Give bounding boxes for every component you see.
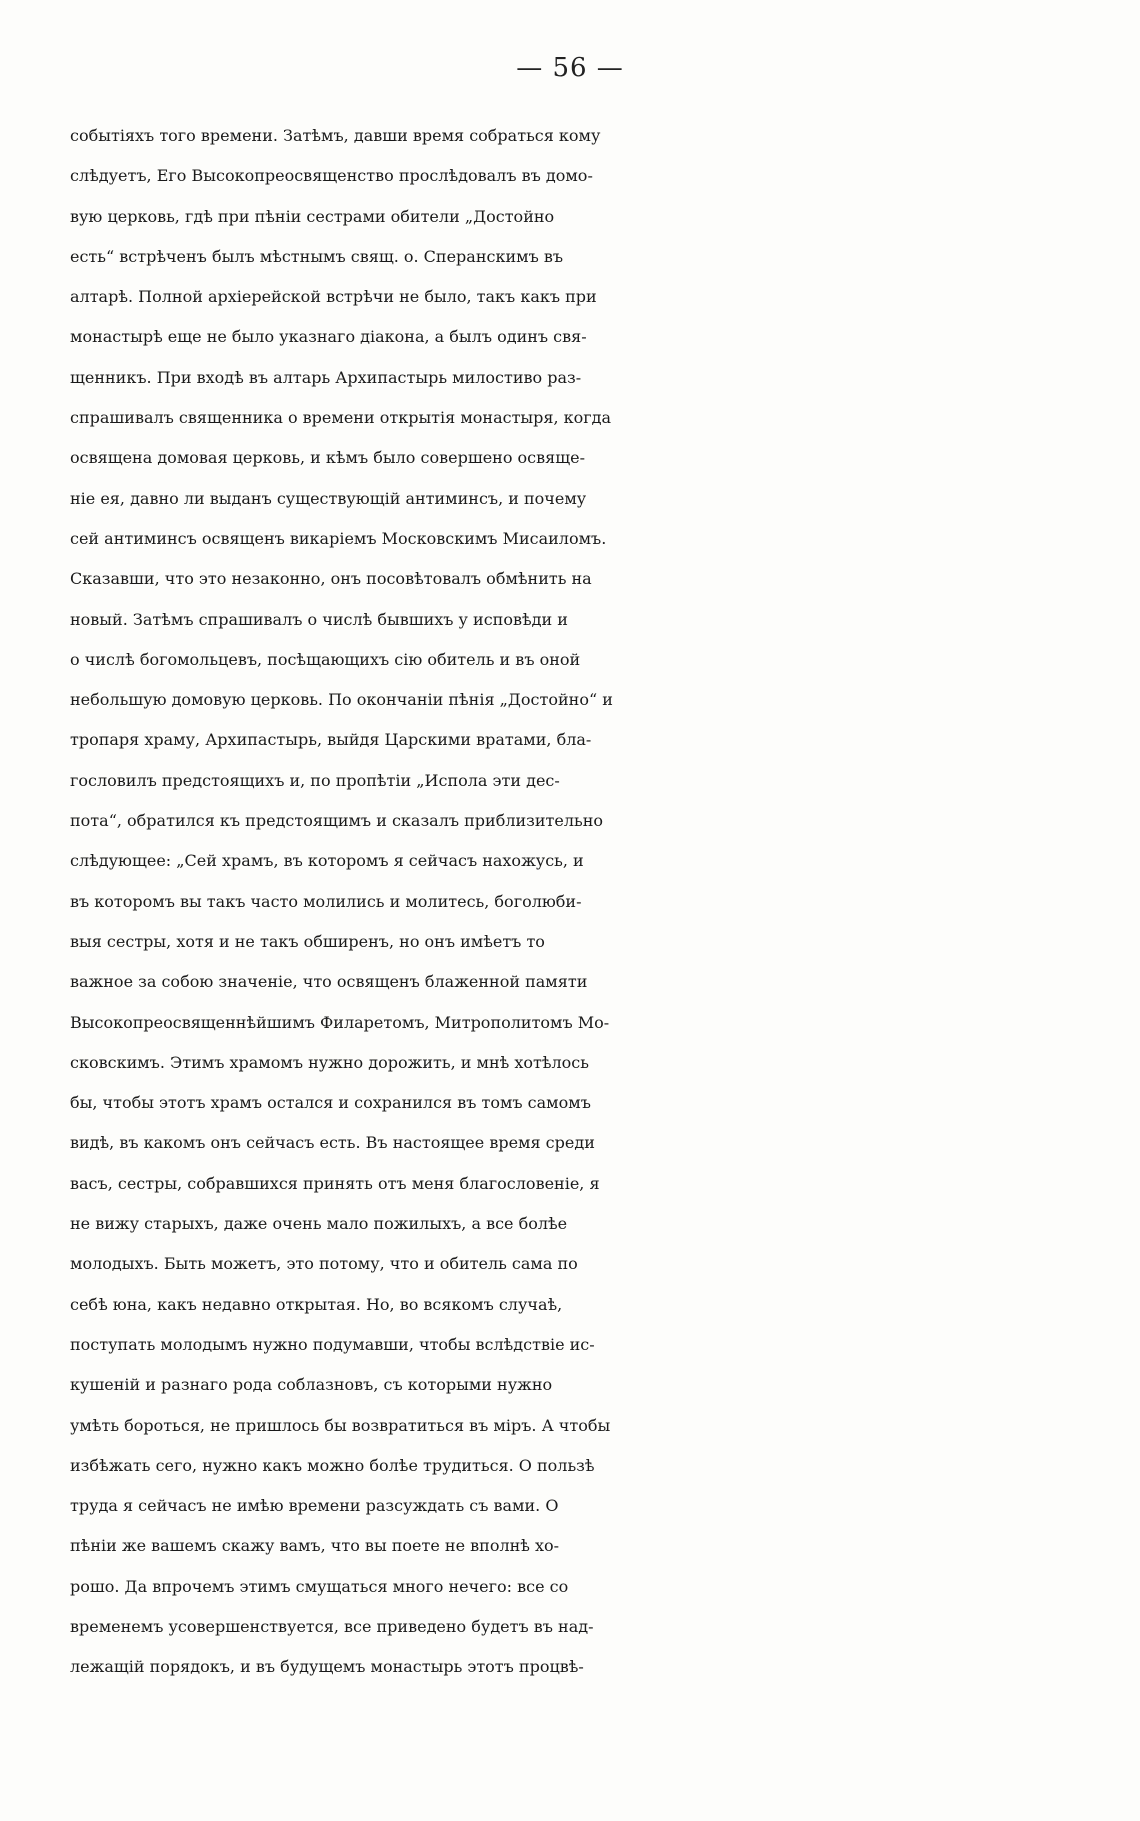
text-line: тропаря храму, Архипастырь, выйдя Царскими вратами, бла- <box>70 730 592 750</box>
text-line: въ которомъ вы такъ часто молились и молитесь, боголюби- <box>70 891 582 911</box>
text-line: новый. Затѣмъ спрашивалъ о числѣ бывшихъ у исповѣди и <box>70 609 568 629</box>
text-line: труда я сейчасъ не имѣю времени разсуждать съ вами. О <box>70 1496 559 1516</box>
text-line: избѣжать сего, нужно какъ можно болѣе трудиться. О пользѣ <box>70 1455 595 1475</box>
text-line: Сказавши, что это незаконно, онъ посовѣтовалъ обмѣнить на <box>70 569 592 589</box>
text-line: кушеній и разнаго рода соблазновъ, съ которыми нужно <box>70 1375 553 1395</box>
text-line: слѣдующее: „Сей храмъ, въ которомъ я сейчасъ нахожусь, и <box>70 851 584 871</box>
text-line: лежащій порядокъ, и въ будущемъ монастырь этотъ процвѣ- <box>70 1657 584 1677</box>
text-line: Высокопреосвященнѣйшимъ Филаретомъ, Митрополитомъ Мо- <box>70 1012 610 1032</box>
text-line: алтарѣ. Полной архіерейской встрѣчи не было, такъ какъ при <box>70 287 597 307</box>
text-line: бы, чтобы этотъ храмъ остался и сохранился въ томъ самомъ <box>70 1093 591 1113</box>
text-line: умѣть бороться, не пришлось бы возвратиться въ міръ. А чтобы <box>70 1415 611 1435</box>
text-line: себѣ юна, какъ недавно открытая. Но, во всякомъ случаѣ, <box>70 1294 563 1314</box>
text-line: молодыхъ. Быть можетъ, это потому, что и обитель сама по <box>70 1254 578 1274</box>
text-line: вую церковь, гдѣ при пѣніи сестрами обители „Достойно <box>70 206 555 226</box>
text-line: ніе ея, давно ли выданъ существующій антиминсъ, и почему <box>70 488 587 508</box>
text-line: сковскимъ. Этимъ храмомъ нужно дорожить, и мнѣ хотѣлось <box>70 1052 589 1072</box>
text-line: васъ, сестры, собравшихся принять отъ меня благословеніе, я <box>70 1173 600 1193</box>
text-line: выя сестры, хотя и не такъ обширенъ, но онъ имѣетъ то <box>70 931 545 951</box>
text-line: спрашивалъ священника о времени открытія монастыря, когда <box>70 408 612 428</box>
text-line: поступать молодымъ нужно подумавши, чтобы вслѣдствіе ис- <box>70 1334 595 1354</box>
text-line: гословилъ предстоящихъ и, по пропѣтіи „Испола эти дес- <box>70 770 560 790</box>
text-line: щенникъ. При входѣ въ алтарь Архипастырь милостиво раз- <box>70 367 582 387</box>
text-line: временемъ усовершенствуется, все приведено будетъ въ над- <box>70 1616 594 1636</box>
text-line: освящена домовая церковь, и кѣмъ было совершено освяще- <box>70 448 585 468</box>
text-line: важное за собою значеніе, что освященъ блаженной памяти <box>70 972 588 992</box>
text-line: событіяхъ того времени. Затѣмъ, давши время собраться кому <box>70 126 601 145</box>
text-line: есть“ встрѣченъ былъ мѣстнымъ свящ. о. Сперанскимъ въ <box>70 246 564 266</box>
text-line: монастырѣ еще не было указнаго діакона, а былъ одинъ свя- <box>70 327 587 347</box>
text-line: слѣдуетъ, Его Высокопреосвященство прослѣдовалъ въ домо- <box>70 166 593 186</box>
body-text <box>70 116 1040 1688</box>
text-line: не вижу старыхъ, даже очень мало пожилыхъ, а все болѣе <box>70 1214 568 1234</box>
text-line: о числѣ богомольцевъ, посѣщающихъ сію обитель и въ оной <box>70 649 581 669</box>
text-line: пѣніи же вашемъ скажу вамъ, что вы поете не вполнѣ хо- <box>70 1536 560 1556</box>
text-line: сей антиминсъ освященъ викаріемъ Московскимъ Мисаиломъ. <box>70 528 607 548</box>
text-line: небольшую домовую церковь. По окончаніи пѣнія „Достойно“ и <box>70 690 613 710</box>
text-line: видѣ, въ какомъ онъ сейчасъ есть. Въ настоящее время среди <box>70 1133 595 1153</box>
page-number: — 56 — <box>516 53 624 83</box>
text-line: пота“, обратился къ предстоящимъ и сказалъ приблизительно <box>70 811 604 831</box>
text-line: рошо. Да впрочемъ этимъ смущаться много нечего: все со <box>70 1576 569 1596</box>
